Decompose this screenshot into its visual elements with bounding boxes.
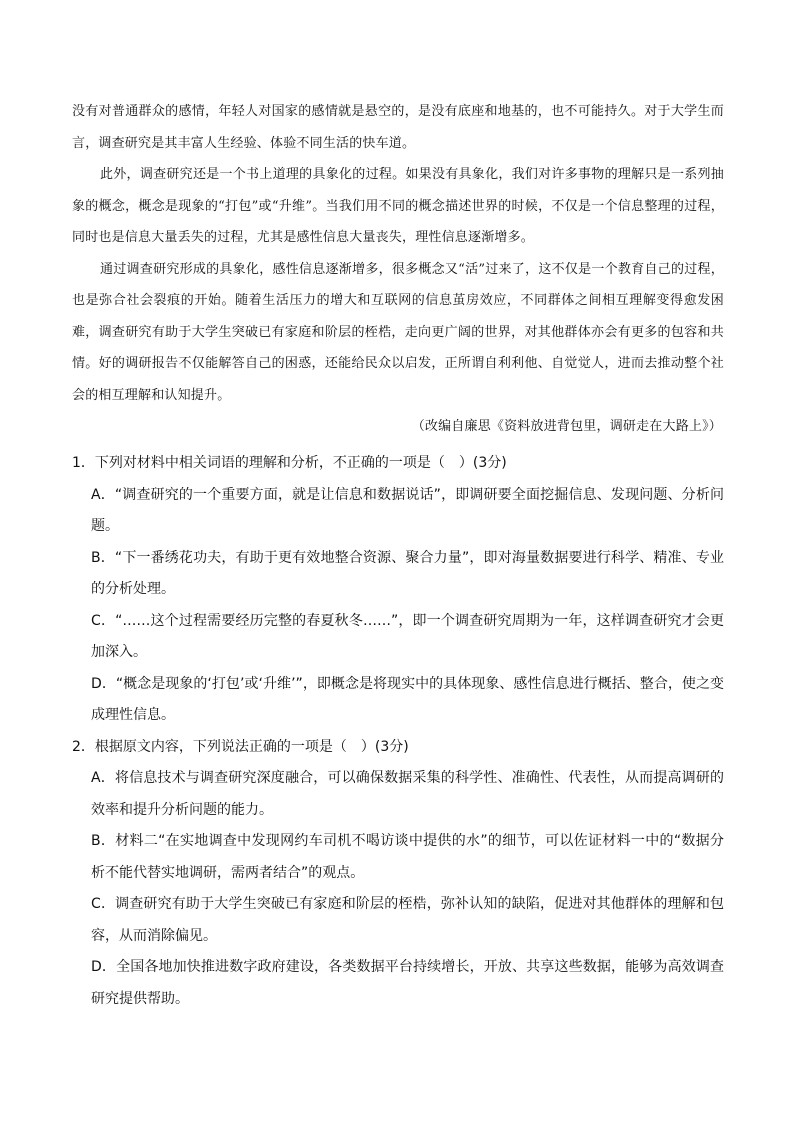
- option-d: D．全国各地加快推进数字政府建设，各类数据平台持续增长，开放、共享这些数据，能够为高效调查研究提供帮助。: [91, 959, 724, 1007]
- passage-source: （改编自廉思《资料放进背包里，调研走在大路上》）: [411, 419, 722, 434]
- passage-paragraph: 此外，调查研究还是一个书上道理的具象化的过程。如果没有具象化，我们对许多事物的理解只是一系列抽象的概念，概念是现象的“打包”或“升维”。当我们用不同的概念描述世界的时候，不仅是一个信息整理的过程，同时也是信息大量丢失的过程，尤其是感性信息大量丧失，理性信息逐渐增多。: [72, 167, 724, 245]
- option-b: B．材料二“在实地调查中发现网约车司机不喝访谈中提供的水”的细节，可以佐证材料一中的“数据分析不能代替实地调研，需两者结合”的观点。: [91, 833, 724, 881]
- reading-passage: [72, 96, 724, 411]
- option-c: C．调查研究有助于大学生突破已有家庭和阶层的桎梏，弥补认知的缺陷，促进对其他群体的理解和包容，从而消除偏见。: [91, 896, 724, 944]
- question-list: [72, 448, 724, 1015]
- passage-paragraph: 通过调查研究形成的具象化，感性信息逐渐增多，很多概念又“活”过来了，这不仅是一个教育自己的过程，也是弥合社会裂痕的开始。随着生活压力的增大和互联网的信息茧房效应，不同群体之间相互理解变得愈发困难，调查研究有助于大学生突破已有家庭和阶层的桎梏，走向更广阔的世界，对其他群体亦会有更多的包容和共情。好的调研报告不仅能解答自己的困惑，还能给民众以启发，正所谓自利利他、自觉觉人，进而去推动整个社会的相互理解和认知提升。: [72, 261, 724, 403]
- option-c: C．“……这个过程需要经历完整的春夏秋冬……”，即一个调查研究周期为一年，这样调查研究才会更加深入。: [91, 612, 724, 660]
- option-a: A．“调查研究的一个重要方面，就是让信息和数据说话”，即调研要全面挖掘信息、发现问题、分析问题。: [91, 486, 724, 534]
- question-stem: 2．根据原文内容，下列说法正确的一项是（ ）(3分): [72, 738, 409, 755]
- passage-paragraph: 没有对普通群众的感情，年轻人对国家的感情就是悬空的，是没有底座和地基的，也不可能持久。对于大学生而言，调查研究是其丰富人生经验、体验不同生活的快车道。: [72, 104, 724, 151]
- option-d: D．“概念是现象的‘打包’或‘升维’”，即概念是将现实中的具体现象、感性信息进行概括、整合，使之变成理性信息。: [91, 675, 724, 723]
- question-stem: 1．下列对材料中相关词语的理解和分析，不正确的一项是（ ）(3分): [72, 455, 507, 471]
- option-b: B．“下一番绣花功夫，有助于更有效地整合资源、聚合力量”，即对海量数据要进行科学、精准、专业的分析处理。: [91, 549, 724, 597]
- option-a: A．将信息技术与调查研究深度融合，可以确保数据采集的科学性、准确性、代表性，从而提高调研的效率和提升分析问题的能力。: [91, 770, 724, 818]
- question-1: [72, 448, 724, 732]
- question-2: [72, 732, 724, 1016]
